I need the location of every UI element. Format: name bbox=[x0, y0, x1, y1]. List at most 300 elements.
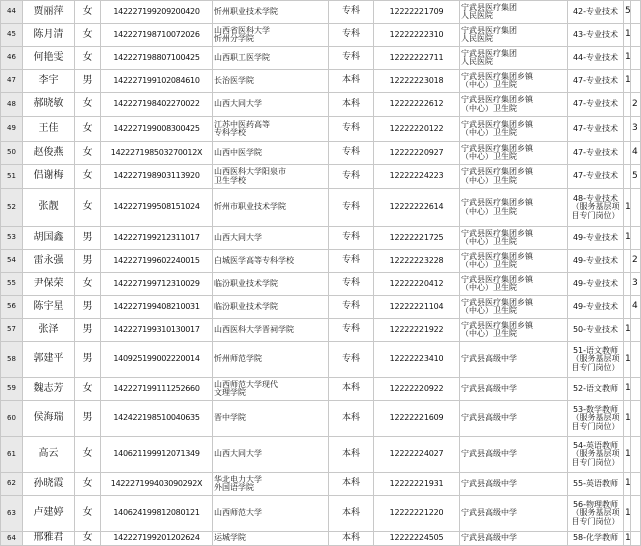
id-number-cell: 142227198903113920 bbox=[101, 165, 213, 189]
gender-cell: 男 bbox=[75, 319, 101, 342]
school-cell-line: 山西省医科大学 bbox=[214, 25, 270, 35]
employer-cell bbox=[460, 70, 568, 93]
name-cell: 孙晓霞 bbox=[23, 473, 75, 496]
gender-cell: 女 bbox=[75, 165, 101, 189]
gender-cell: 女 bbox=[75, 532, 101, 546]
position-cell bbox=[568, 117, 624, 142]
gender-cell: 女 bbox=[75, 189, 101, 227]
employer-cell-line: 宁武县高级中学 bbox=[461, 354, 517, 364]
position-cell-line: 52-语文教师 bbox=[572, 383, 619, 393]
employer-cell bbox=[460, 273, 568, 296]
position-cell-line: 44-专业技术 bbox=[572, 52, 619, 62]
name-cell: 赵俊燕 bbox=[23, 142, 75, 165]
name-cell: 郭建平 bbox=[23, 342, 75, 378]
position-cell-line: 58-化学教师 bbox=[572, 533, 619, 543]
school-cell-line: 山西职工医学院 bbox=[214, 52, 270, 62]
employer-cell-line: 宁武县医疗集团乡镇 bbox=[461, 143, 533, 153]
employer-cell bbox=[460, 401, 568, 437]
rank-cell: 1 bbox=[624, 473, 631, 496]
position-cell bbox=[568, 378, 624, 401]
school-cell-line: 忻州市职业技术学院 bbox=[214, 202, 286, 212]
position-cell bbox=[568, 70, 624, 93]
gender-cell: 女 bbox=[75, 47, 101, 70]
education-cell: 专科 bbox=[329, 142, 374, 165]
table-row bbox=[1, 189, 641, 227]
school-cell-line: 山西师范大学现代 bbox=[214, 379, 278, 389]
row-number: 44 bbox=[1, 1, 23, 24]
school-cell bbox=[213, 273, 329, 296]
employer-cell bbox=[460, 117, 568, 142]
school-cell-line: 忻州分学院 bbox=[214, 34, 254, 43]
id-number-cell: 142227198807100425 bbox=[101, 47, 213, 70]
extra-cell bbox=[631, 24, 641, 47]
id-number-cell: 142227199310130017 bbox=[101, 319, 213, 342]
rank-cell bbox=[624, 250, 631, 273]
table-row bbox=[1, 473, 641, 496]
row-number: 63 bbox=[1, 496, 23, 532]
extra-cell bbox=[631, 189, 641, 227]
education-cell: 本科 bbox=[329, 378, 374, 401]
employer-cell-line: 宁武县医疗集团乡镇 bbox=[461, 167, 533, 177]
school-cell bbox=[213, 378, 329, 401]
employer-cell bbox=[460, 93, 568, 117]
name-cell: 贾丽萍 bbox=[23, 1, 75, 24]
employer-cell bbox=[460, 24, 568, 47]
ticket-number-cell: 12222222711 bbox=[374, 47, 460, 70]
employer-cell-line: （中心）卫生院 bbox=[461, 329, 517, 338]
education-cell: 专科 bbox=[329, 250, 374, 273]
school-cell-line: 专科学校 bbox=[214, 128, 246, 137]
school-cell-line: 忻州职业技术学院 bbox=[214, 6, 278, 16]
gender-cell: 女 bbox=[75, 496, 101, 532]
employer-cell-line: （中心）卫生院 bbox=[461, 103, 517, 113]
row-number: 56 bbox=[1, 296, 23, 319]
extra-cell: 3 bbox=[631, 273, 641, 296]
education-cell: 专科 bbox=[329, 273, 374, 296]
education-cell: 专科 bbox=[329, 165, 374, 189]
table-row bbox=[1, 401, 641, 437]
extra-cell bbox=[631, 473, 641, 496]
id-number-cell: 142227199209200420 bbox=[101, 1, 213, 24]
gender-cell: 男 bbox=[75, 227, 101, 250]
rank-cell: 1 bbox=[624, 401, 631, 437]
rank-cell: 1 bbox=[624, 378, 631, 401]
extra-cell: 2 bbox=[631, 250, 641, 273]
position-cell bbox=[568, 437, 624, 473]
name-cell: 雷永强 bbox=[23, 250, 75, 273]
extra-cell bbox=[631, 319, 641, 342]
school-cell-line: 忻州师范学院 bbox=[214, 354, 262, 364]
employer-cell bbox=[460, 250, 568, 273]
employer-cell-line: 宁武县医疗集团 bbox=[461, 48, 517, 58]
employer-cell bbox=[460, 142, 568, 165]
name-cell: 魏志芳 bbox=[23, 378, 75, 401]
name-cell: 邢雅君 bbox=[23, 532, 75, 546]
name-cell: 王佳 bbox=[23, 117, 75, 142]
gender-cell: 女 bbox=[75, 273, 101, 296]
education-cell: 本科 bbox=[329, 70, 374, 93]
employer-cell bbox=[460, 532, 568, 546]
employer-cell-line: （中心）卫生院 bbox=[461, 237, 517, 246]
position-cell-line: 47-专业技术 bbox=[572, 123, 619, 133]
table-row bbox=[1, 227, 641, 250]
row-number: 45 bbox=[1, 24, 23, 47]
school-cell bbox=[213, 165, 329, 189]
position-cell-line: （服务基层项 bbox=[571, 354, 620, 364]
id-number-cell: 142227199602240015 bbox=[101, 250, 213, 273]
employer-cell bbox=[460, 496, 568, 532]
name-cell: 郝晓敏 bbox=[23, 93, 75, 117]
rank-cell: 1 bbox=[624, 227, 631, 250]
employer-cell bbox=[460, 165, 568, 189]
employer-cell bbox=[460, 47, 568, 70]
position-cell-line: 49-专业技术 bbox=[572, 232, 619, 242]
education-cell: 专科 bbox=[329, 189, 374, 227]
rank-cell bbox=[624, 296, 631, 319]
employer-cell bbox=[460, 1, 568, 24]
ticket-number-cell: 12222221725 bbox=[374, 227, 460, 250]
school-cell-line: 华北电力大学 bbox=[214, 474, 262, 484]
rank-cell: 1 bbox=[624, 70, 631, 93]
position-cell bbox=[568, 273, 624, 296]
position-cell-line: 55-英语教师 bbox=[572, 478, 619, 488]
id-number-cell: 142227199102084610 bbox=[101, 70, 213, 93]
rank-cell: 1 bbox=[624, 532, 631, 546]
table-row bbox=[1, 165, 641, 189]
employer-cell-line: 宁武县医疗集团乡镇 bbox=[461, 198, 533, 208]
position-cell-line: （服务基层项 bbox=[571, 449, 620, 459]
ticket-number-cell: 12222220922 bbox=[374, 378, 460, 401]
table-row bbox=[1, 296, 641, 319]
name-cell: 侣谢梅 bbox=[23, 165, 75, 189]
position-cell-line: （服务基层项 bbox=[571, 508, 620, 518]
employer-cell bbox=[460, 227, 568, 250]
rank-cell: 5 bbox=[624, 1, 631, 24]
position-cell-line: 目专门岗位） bbox=[571, 457, 620, 467]
ticket-number-cell: 12222223018 bbox=[374, 70, 460, 93]
school-cell bbox=[213, 296, 329, 319]
employer-cell-line: 宁武县高级中学 bbox=[461, 413, 517, 423]
gender-cell: 男 bbox=[75, 70, 101, 93]
id-number-cell: 140624199812080121 bbox=[101, 496, 213, 532]
name-cell: 胡国鑫 bbox=[23, 227, 75, 250]
position-cell bbox=[568, 227, 624, 250]
school-cell bbox=[213, 189, 329, 227]
school-cell bbox=[213, 142, 329, 165]
education-cell: 本科 bbox=[329, 401, 374, 437]
table-row bbox=[1, 342, 641, 378]
school-cell bbox=[213, 227, 329, 250]
rank-cell bbox=[624, 165, 631, 189]
ticket-number-cell: 12222221609 bbox=[374, 401, 460, 437]
ticket-number-cell: 12222220412 bbox=[374, 273, 460, 296]
school-cell bbox=[213, 401, 329, 437]
school-cell-line: 山西师范大学 bbox=[214, 508, 262, 518]
position-cell-line: 56-物理教师 bbox=[572, 499, 619, 509]
education-cell: 专科 bbox=[329, 1, 374, 24]
rank-cell: 1 bbox=[624, 319, 631, 342]
position-cell-line: 54-英语教师 bbox=[572, 440, 619, 450]
name-cell: 卢建婷 bbox=[23, 496, 75, 532]
school-cell-line: 文理学院 bbox=[214, 388, 246, 397]
rank-cell bbox=[624, 273, 631, 296]
school-cell-line: 外国语学院 bbox=[214, 483, 254, 492]
employer-cell-line: 宁武县医疗集团 bbox=[461, 25, 517, 35]
row-number: 49 bbox=[1, 117, 23, 142]
employer-cell-line: 宁武县医疗集团 bbox=[461, 2, 517, 12]
gender-cell: 女 bbox=[75, 93, 101, 117]
gender-cell: 男 bbox=[75, 401, 101, 437]
employer-cell-line: 人民医院 bbox=[461, 57, 493, 66]
position-cell-line: 49-专业技术 bbox=[572, 278, 619, 288]
education-cell: 专科 bbox=[329, 342, 374, 378]
school-cell-line: 山西医科大学阳泉市 bbox=[214, 167, 286, 177]
position-cell bbox=[568, 296, 624, 319]
gender-cell: 女 bbox=[75, 24, 101, 47]
position-cell bbox=[568, 319, 624, 342]
row-number: 46 bbox=[1, 47, 23, 70]
school-cell bbox=[213, 47, 329, 70]
position-cell-line: 43-专业技术 bbox=[572, 29, 619, 39]
employer-cell-line: 宁武县医疗集团乡镇 bbox=[461, 228, 533, 238]
gender-cell: 女 bbox=[75, 142, 101, 165]
ticket-number-cell: 12222222612 bbox=[374, 93, 460, 117]
position-cell bbox=[568, 24, 624, 47]
table-row bbox=[1, 250, 641, 273]
education-cell: 专科 bbox=[329, 117, 374, 142]
table-row bbox=[1, 70, 641, 93]
row-number: 50 bbox=[1, 142, 23, 165]
education-cell: 专科 bbox=[329, 47, 374, 70]
employer-cell bbox=[460, 378, 568, 401]
school-cell bbox=[213, 1, 329, 24]
table-row bbox=[1, 532, 641, 546]
school-cell bbox=[213, 117, 329, 142]
employer-cell-line: 宁武县医疗集团乡镇 bbox=[461, 297, 533, 307]
ticket-number-cell: 12222220927 bbox=[374, 142, 460, 165]
row-number: 57 bbox=[1, 319, 23, 342]
position-cell bbox=[568, 250, 624, 273]
id-number-cell: 142227199201202624 bbox=[101, 532, 213, 546]
position-cell bbox=[568, 93, 624, 117]
gender-cell: 男 bbox=[75, 296, 101, 319]
position-cell bbox=[568, 165, 624, 189]
table-row bbox=[1, 142, 641, 165]
ticket-number-cell: 12222224505 bbox=[374, 532, 460, 546]
employer-cell-line: 宁武县医疗集团乡镇 bbox=[461, 251, 533, 261]
table-row bbox=[1, 47, 641, 70]
row-number: 61 bbox=[1, 437, 23, 473]
position-cell bbox=[568, 1, 624, 24]
employer-cell bbox=[460, 473, 568, 496]
position-cell-line: （服务基层项 bbox=[571, 413, 620, 423]
employer-cell-line: （中心）卫生院 bbox=[461, 260, 517, 269]
ticket-number-cell: 12222224027 bbox=[374, 437, 460, 473]
name-cell: 尹保荣 bbox=[23, 273, 75, 296]
row-number: 47 bbox=[1, 70, 23, 93]
name-cell: 侯海瑞 bbox=[23, 401, 75, 437]
education-cell: 本科 bbox=[329, 532, 374, 546]
school-cell-line: 卫生学校 bbox=[214, 175, 246, 185]
school-cell-line: 长治医学院 bbox=[214, 75, 254, 85]
name-cell: 何艳雯 bbox=[23, 47, 75, 70]
position-cell-line: 47-专业技术 bbox=[572, 171, 619, 181]
employer-cell bbox=[460, 437, 568, 473]
position-cell-line: 49-专业技术 bbox=[572, 255, 619, 265]
position-cell-line: 47-专业技术 bbox=[572, 99, 619, 109]
ticket-number-cell: 12222222614 bbox=[374, 189, 460, 227]
id-number-cell: 142227199712310029 bbox=[101, 273, 213, 296]
school-cell-line: 山西中医学院 bbox=[214, 147, 262, 157]
employer-cell-line: （中心）卫生院 bbox=[461, 175, 517, 185]
rank-cell: 1 bbox=[624, 437, 631, 473]
table-row bbox=[1, 273, 641, 296]
employer-cell bbox=[460, 342, 568, 378]
position-cell bbox=[568, 401, 624, 437]
table-row bbox=[1, 117, 641, 142]
id-number-cell: 142227199408210031 bbox=[101, 296, 213, 319]
rank-cell bbox=[624, 142, 631, 165]
position-cell-line: 47-专业技术 bbox=[572, 75, 619, 85]
position-cell bbox=[568, 47, 624, 70]
rank-cell: 1 bbox=[624, 189, 631, 227]
education-cell: 专科 bbox=[329, 296, 374, 319]
position-cell bbox=[568, 532, 624, 546]
extra-cell bbox=[631, 532, 641, 546]
position-cell-line: 47-专业技术 bbox=[572, 147, 619, 157]
school-cell-line: 晋中学院 bbox=[214, 413, 246, 423]
employer-cell-line: 宁武县高级中学 bbox=[461, 449, 517, 459]
row-number: 60 bbox=[1, 401, 23, 437]
school-cell bbox=[213, 437, 329, 473]
education-cell: 本科 bbox=[329, 496, 374, 532]
ticket-number-cell: 12222221104 bbox=[374, 296, 460, 319]
employer-cell bbox=[460, 319, 568, 342]
row-number: 59 bbox=[1, 378, 23, 401]
employer-cell-line: （中心）卫生院 bbox=[461, 128, 517, 137]
name-cell: 李宇 bbox=[23, 70, 75, 93]
ticket-number-cell: 12222221922 bbox=[374, 319, 460, 342]
education-cell: 专科 bbox=[329, 319, 374, 342]
ticket-number-cell: 12222221220 bbox=[374, 496, 460, 532]
name-cell: 张泽 bbox=[23, 319, 75, 342]
employer-cell-line: 宁武县高级中学 bbox=[461, 478, 517, 488]
ticket-number-cell: 12222223228 bbox=[374, 250, 460, 273]
rank-cell bbox=[624, 117, 631, 142]
position-cell-line: 53-数学教师 bbox=[572, 404, 619, 414]
school-cell bbox=[213, 93, 329, 117]
position-cell-line: 50-专业技术 bbox=[572, 324, 619, 334]
row-number: 58 bbox=[1, 342, 23, 378]
name-cell: 高云 bbox=[23, 437, 75, 473]
employer-cell bbox=[460, 296, 568, 319]
gender-cell: 男 bbox=[75, 342, 101, 378]
education-cell: 本科 bbox=[329, 473, 374, 496]
id-number-cell: 142227199508151024 bbox=[101, 189, 213, 227]
school-cell-line: 临汾职业技术学院 bbox=[214, 278, 278, 288]
row-number: 54 bbox=[1, 250, 23, 273]
extra-cell bbox=[631, 437, 641, 473]
school-cell bbox=[213, 70, 329, 93]
employer-cell-line: 宁武县高级中学 bbox=[461, 383, 517, 393]
extra-cell bbox=[631, 496, 641, 532]
employer-cell-line: 人民医院 bbox=[461, 11, 493, 20]
gender-cell: 女 bbox=[75, 473, 101, 496]
table-row bbox=[1, 93, 641, 117]
gender-cell: 女 bbox=[75, 117, 101, 142]
table-row bbox=[1, 319, 641, 342]
position-cell-line: 目专门岗位） bbox=[571, 362, 620, 372]
school-cell bbox=[213, 319, 329, 342]
employer-cell-line: （中心）卫生院 bbox=[461, 206, 517, 216]
id-number-cell: 142227198503270012X bbox=[101, 142, 213, 165]
school-cell-line: 江苏中医药高等 bbox=[214, 119, 270, 129]
ticket-number-cell: 12222222310 bbox=[374, 24, 460, 47]
school-cell-line: 山西医科大学晋祠学院 bbox=[214, 324, 294, 334]
table-row bbox=[1, 378, 641, 401]
employer-cell-line: 人民医院 bbox=[461, 34, 493, 43]
position-cell-line: 目专门岗位） bbox=[571, 421, 620, 431]
education-cell: 专科 bbox=[329, 227, 374, 250]
position-cell bbox=[568, 473, 624, 496]
position-cell-line: 目专门岗位） bbox=[571, 516, 620, 526]
table-row bbox=[1, 496, 641, 532]
employer-cell-line: 宁武县高级中学 bbox=[461, 533, 517, 543]
position-cell bbox=[568, 342, 624, 378]
education-cell: 本科 bbox=[329, 93, 374, 117]
employer-cell-line: （中心）卫生院 bbox=[461, 80, 517, 89]
gender-cell: 男 bbox=[75, 250, 101, 273]
education-cell: 专科 bbox=[329, 24, 374, 47]
employer-cell-line: 宁武县高级中学 bbox=[461, 508, 517, 518]
id-number-cell: 142227199111252660 bbox=[101, 378, 213, 401]
rank-cell: 1 bbox=[624, 342, 631, 378]
table-row bbox=[1, 1, 641, 24]
gender-cell: 女 bbox=[75, 437, 101, 473]
position-cell bbox=[568, 189, 624, 227]
school-cell-line: 山西大同大学 bbox=[214, 99, 262, 109]
extra-cell: 5 bbox=[631, 165, 641, 189]
ticket-number-cell: 12222221931 bbox=[374, 473, 460, 496]
row-number: 53 bbox=[1, 227, 23, 250]
gender-cell: 女 bbox=[75, 1, 101, 24]
id-number-cell: 142227199212311017 bbox=[101, 227, 213, 250]
table-row bbox=[1, 437, 641, 473]
id-number-cell: 140621199912071349 bbox=[101, 437, 213, 473]
extra-cell bbox=[631, 401, 641, 437]
ticket-number-cell: 12222221709 bbox=[374, 1, 460, 24]
employer-cell bbox=[460, 189, 568, 227]
school-cell bbox=[213, 250, 329, 273]
row-number: 55 bbox=[1, 273, 23, 296]
school-cell-line: 临汾职业技术学院 bbox=[214, 301, 278, 311]
id-number-cell: 142227198402270022 bbox=[101, 93, 213, 117]
table-row bbox=[1, 24, 641, 47]
extra-cell: 4 bbox=[631, 142, 641, 165]
employer-cell-line: （中心）卫生院 bbox=[461, 306, 517, 315]
school-cell bbox=[213, 342, 329, 378]
id-number-cell: 142227199403090292X bbox=[101, 473, 213, 496]
id-number-cell: 142227198710072026 bbox=[101, 24, 213, 47]
extra-cell bbox=[631, 227, 641, 250]
rank-cell: 1 bbox=[624, 47, 631, 70]
school-cell-line: 山西大同大学 bbox=[214, 232, 262, 242]
position-cell-line: （服务基层项 bbox=[571, 202, 620, 212]
employer-cell-line: 宁武县医疗集团乡镇 bbox=[461, 274, 533, 284]
position-cell-line: 51-语文教师 bbox=[572, 345, 619, 355]
employer-cell-line: 宁武县医疗集团乡镇 bbox=[461, 119, 533, 129]
employer-cell-line: 宁武县医疗集团乡镇 bbox=[461, 320, 533, 330]
